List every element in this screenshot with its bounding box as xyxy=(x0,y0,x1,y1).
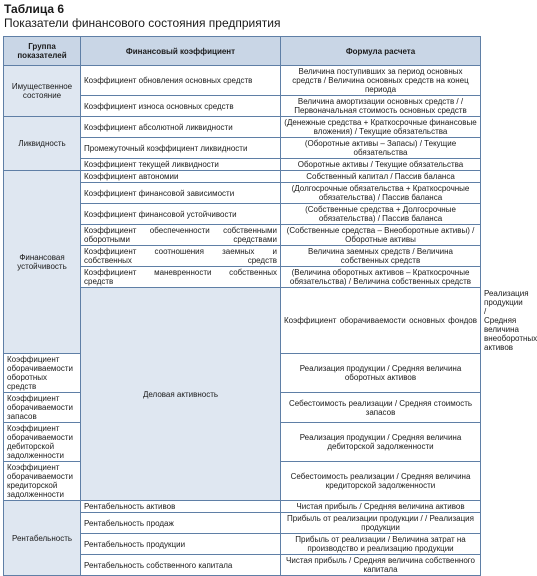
header-group: Группа показателей xyxy=(4,37,81,66)
formula-cell: Оборотные активы / Текущие обязательства xyxy=(281,159,481,171)
coefficient-cell: Промежуточный коэффициент ликвидности xyxy=(81,138,281,159)
formula-cell: (Величина оборотных активов – Краткосрочные обязательства) / Величина собственных средств xyxy=(281,267,481,288)
coefficient-cell: Рентабельность продукции xyxy=(81,534,281,555)
formula-cell: Себестоимость реализации / Средняя стоимость запасов xyxy=(281,393,481,423)
formula-cell: Величина заемных средств / Величина собственных средств xyxy=(281,246,481,267)
coefficient-cell: Коэффициент маневренности собственных средств xyxy=(81,267,281,288)
coefficient-cell: Коэффициент финансовой устойчивости xyxy=(81,204,281,225)
group-name: Ликвидность xyxy=(4,117,81,171)
table-title: Показатели финансового состояния предприятия xyxy=(4,16,281,30)
group-name: Рентабельность xyxy=(4,501,81,576)
coefficient-cell: Коэффициент оборачиваемости кредиторской задолженности xyxy=(4,462,81,501)
table-row xyxy=(4,66,481,96)
formula-cell: Прибыль от реализации продукции / / Реализация продукции xyxy=(281,513,481,534)
coefficient-cell: Коэффициент абсолютной ликвидности xyxy=(81,117,281,138)
coefficient-cell: Коэффициент соотношения заемных и собственных средств xyxy=(81,246,281,267)
coefficient-cell: Коэффициент обеспеченности собственными оборотными средствами xyxy=(81,225,281,246)
coefficient-cell: Коэффициент оборачиваемости оборотных средств xyxy=(4,354,81,393)
formula-cell: Реализация продукции / Средняя величина оборотных активов xyxy=(281,354,481,393)
coefficient-cell: Коэффициент финансовой зависимости xyxy=(81,183,281,204)
coefficient-cell: Коэффициент текущей ликвидности xyxy=(81,159,281,171)
group-name: Деловая активность xyxy=(81,288,281,501)
coefficient-cell: Коэффициент износа основных средств xyxy=(81,96,281,117)
coefficient-cell: Коэффициент обновления основных средств xyxy=(81,66,281,96)
formula-cell: (Оборотные активы – Запасы) / Текущие обязательства xyxy=(281,138,481,159)
coefficient-cell: Рентабельность продаж xyxy=(81,513,281,534)
table-row xyxy=(4,117,481,138)
formula-cell: Чистая прибыль / Средняя величина собственного капитала xyxy=(281,555,481,576)
group-name: Финансовая устойчивость xyxy=(4,171,81,354)
header-coefficient: Финансовый коэффициент xyxy=(81,37,281,66)
formula-cell: (Денежные средства + Краткосрочные финансовые вложения) / Текущие обязательства xyxy=(281,117,481,138)
formula-cell: (Долгосрочные обязательства + Краткосрочные обязательства) / Пассив баланса xyxy=(281,183,481,204)
formula-cell: Величина поступивших за период основных средств / Величина основных средств на конец периода xyxy=(281,66,481,96)
coefficient-cell: Коэффициент оборачиваемости основных фондов xyxy=(281,288,481,354)
formula-cell: (Собственные средства – Внеоборотные активы) / Оборотные активы xyxy=(281,225,481,246)
formula-cell: (Собственные средства + Долгосрочные обязательства) / Пассив баланса xyxy=(281,204,481,225)
formula-cell: Собственный капитал / Пассив баланса xyxy=(281,171,481,183)
coefficient-cell: Коэффициент оборачиваемости дебиторской задолженности xyxy=(4,423,81,462)
formula-cell: Прибыль от реализации / Величина затрат на производство и реализацию продукции xyxy=(281,534,481,555)
table-row xyxy=(4,501,481,513)
financial-ratios-table xyxy=(3,36,537,576)
group-name: Имущественное состояние xyxy=(4,66,81,117)
coefficient-cell: Рентабельность собственного капитала xyxy=(81,555,281,576)
formula-cell: Себестоимость реализации / Средняя величина кредиторской задолженности xyxy=(281,462,481,501)
header-formula: Формула расчета xyxy=(281,37,481,66)
table-number: Таблица 6 xyxy=(4,2,65,16)
formula-cell: Величина амортизации основных средств / / Первоначальная стоимость основных средств xyxy=(281,96,481,117)
formula-cell: Чистая прибыль / Средняя величина активов xyxy=(281,501,481,513)
formula-cell: Реализация продукции / Средняя величина дебиторской задолженности xyxy=(281,423,481,462)
header-row xyxy=(4,37,481,66)
coefficient-cell: Коэффициент оборачиваемости запасов xyxy=(4,393,81,423)
coefficient-cell: Коэффициент автономии xyxy=(81,171,281,183)
table-row xyxy=(4,171,481,183)
table-row: Деловая активность Коэффициент оборачиваемости основных фондов Реализация продукции / Средняя величина внеоборотных активов xyxy=(4,288,481,354)
coefficient-cell: Рентабельность активов xyxy=(81,501,281,513)
